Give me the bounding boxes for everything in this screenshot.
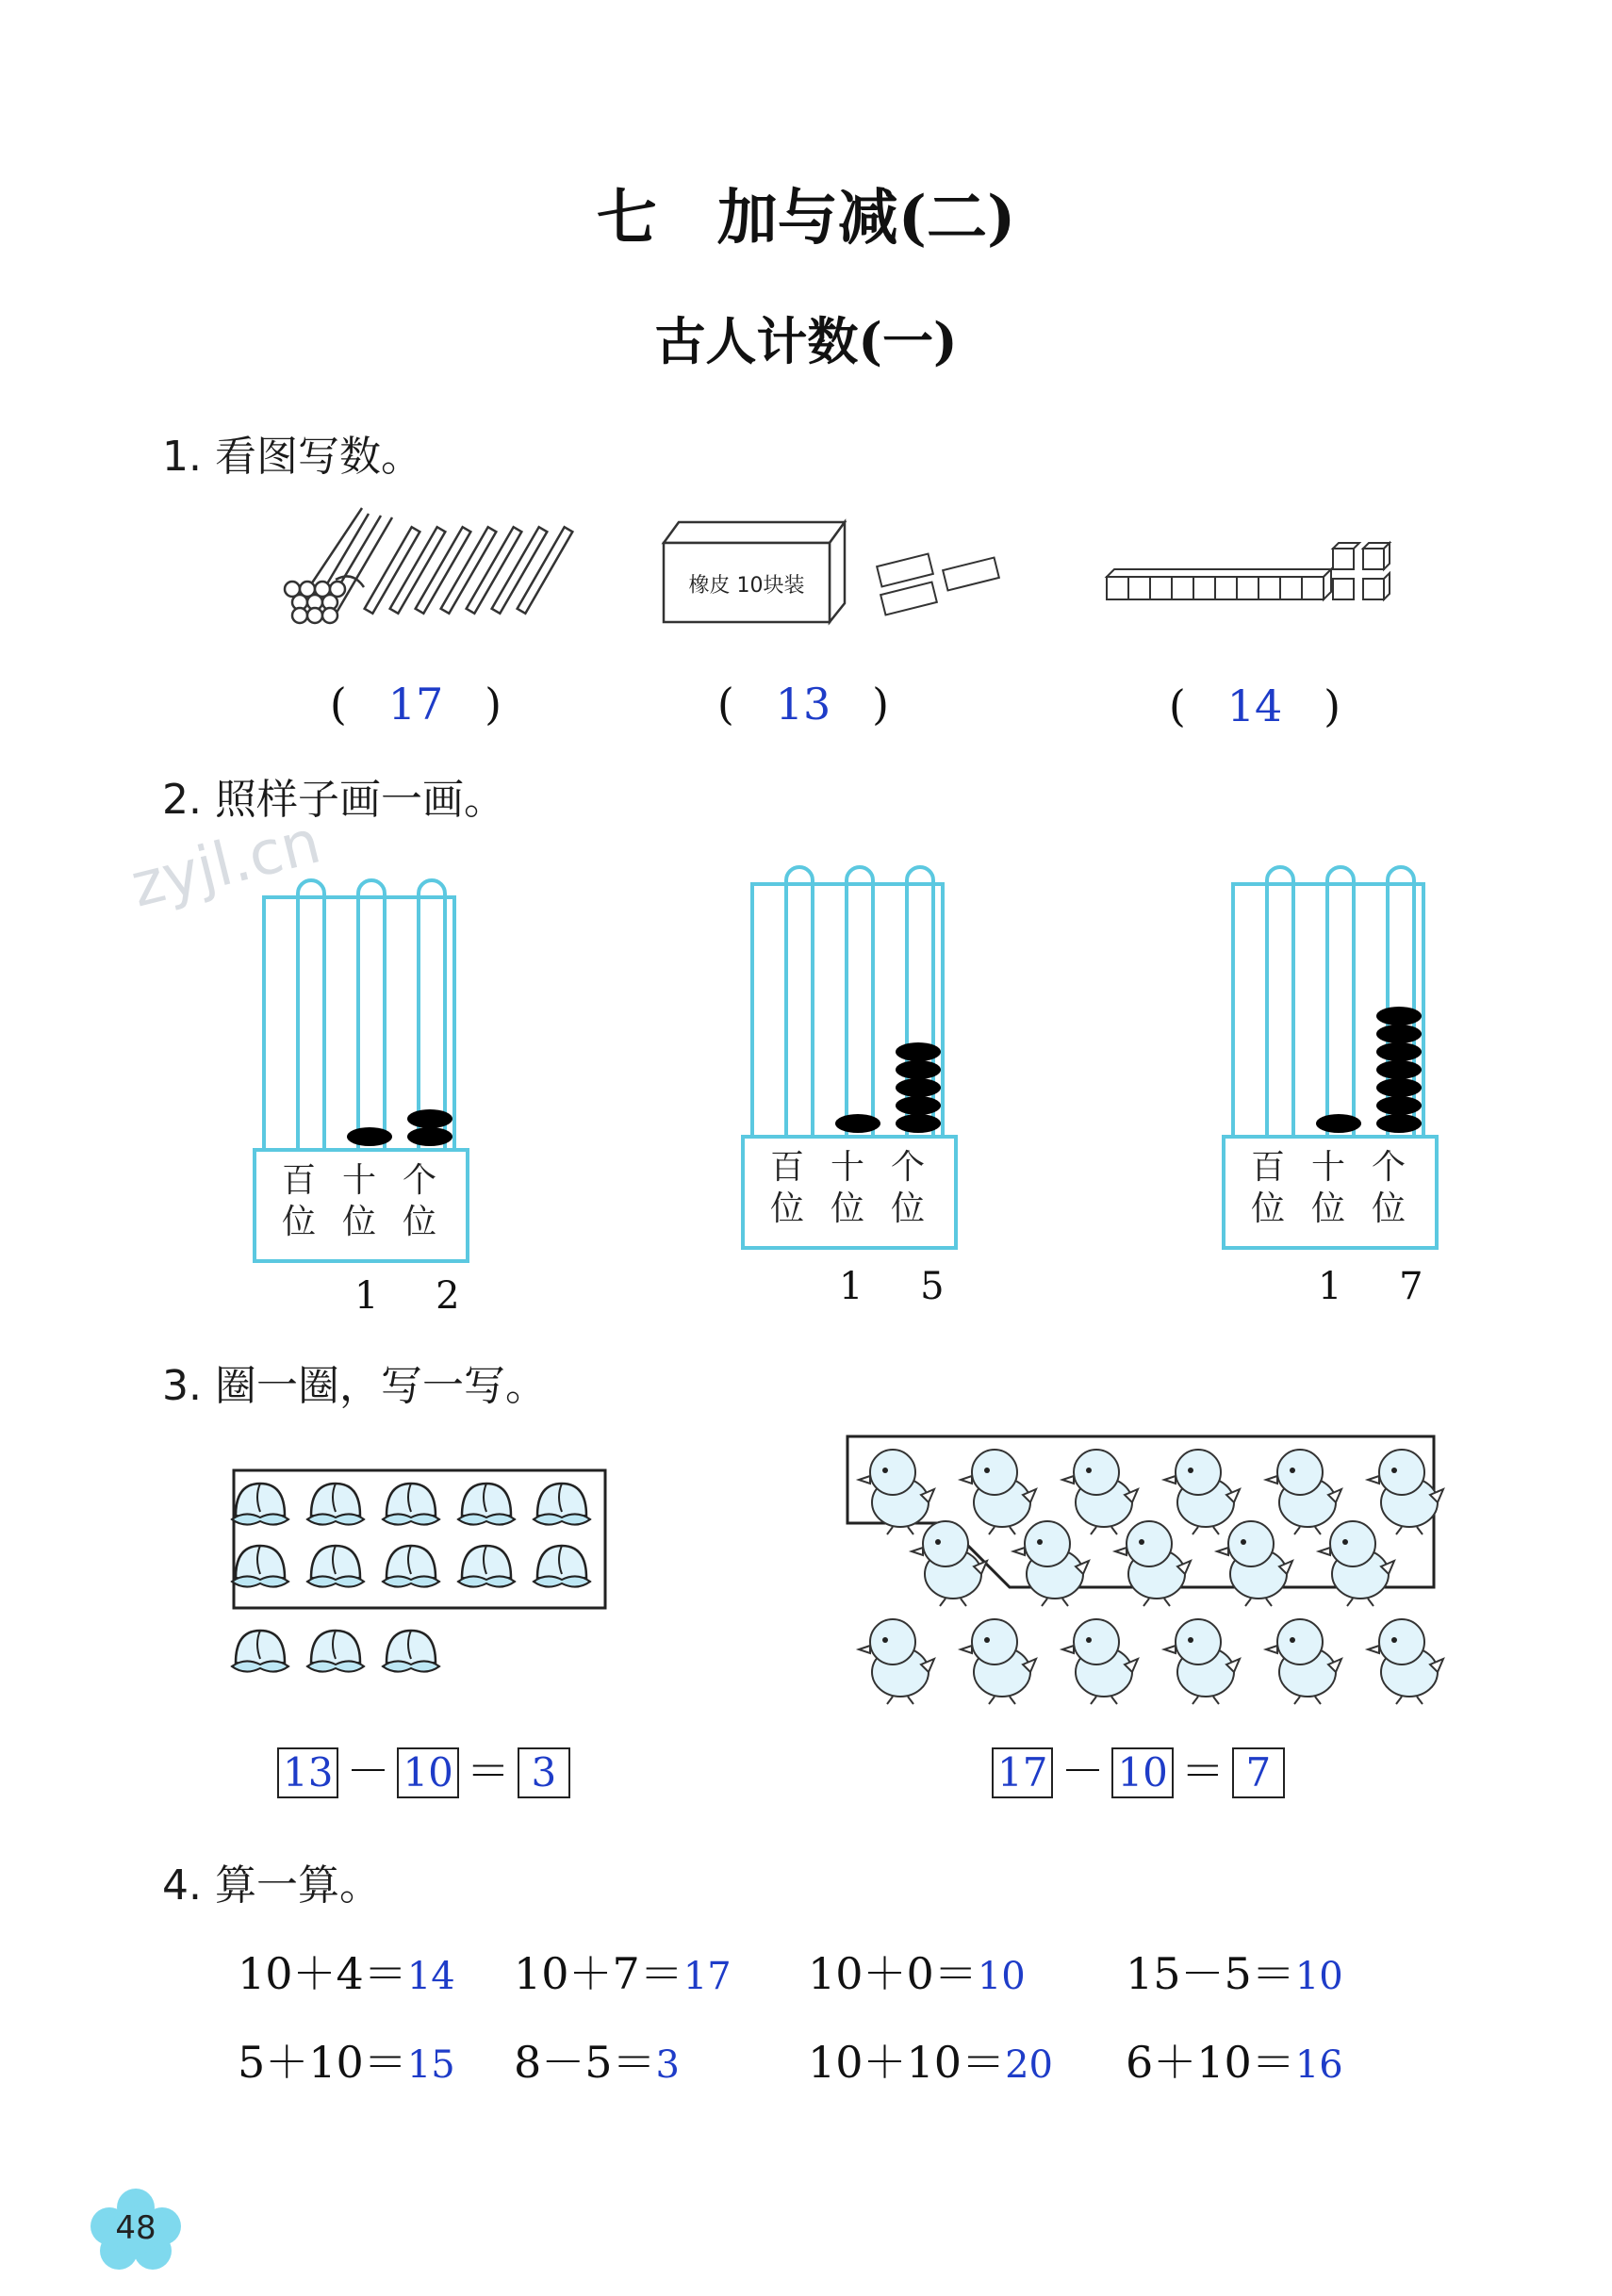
calc-4-answer: 10	[1294, 1955, 1343, 1998]
tens-bead	[835, 1114, 880, 1133]
sticks-illustration	[279, 504, 600, 631]
ones-bead	[896, 1114, 941, 1133]
q3-equation-2	[992, 1746, 1285, 1798]
place-tens-1: 十	[341, 1161, 376, 1200]
page-number	[90, 2189, 181, 2270]
place-ones-2: 位	[1371, 1189, 1406, 1228]
ones-bead	[1376, 1007, 1422, 1025]
calc-2: 10＋7＝17	[514, 1948, 732, 1999]
chick-icon	[1266, 1450, 1341, 1534]
peach-icon	[383, 1546, 439, 1587]
peach-icon	[307, 1546, 364, 1587]
lesson-title: 古人计数(一)	[654, 311, 958, 371]
peach-icon	[383, 1631, 439, 1672]
abacus-2-beads	[741, 854, 958, 1137]
calc-6-answer: 3	[655, 2043, 680, 2087]
base-ten-illustration	[1103, 535, 1414, 611]
q1-answer-2: ( 13 )	[716, 679, 890, 730]
q1-label: 1. 看图写数。	[162, 433, 422, 481]
abacus-3-digits: 1 7	[1318, 1265, 1446, 1308]
q1-answer-1-value: 17	[387, 679, 444, 730]
q3-equation-1	[277, 1746, 570, 1798]
peach-icon	[232, 1631, 288, 1672]
page-number-text: 48	[115, 2209, 156, 2247]
ones-bead	[896, 1096, 941, 1115]
chick-icon	[1013, 1521, 1089, 1606]
eq2-box-c: 7	[1232, 1747, 1285, 1798]
ones-bead	[1376, 1078, 1422, 1097]
chick-icon	[1062, 1619, 1138, 1704]
q1-answer-3: ( 14 )	[1168, 681, 1341, 731]
abacus-3-beads	[1222, 854, 1439, 1137]
ones-bead	[1376, 1114, 1422, 1133]
ones-bead	[896, 1042, 941, 1061]
ones-bead	[896, 1078, 941, 1097]
ones-bead	[1376, 1025, 1422, 1043]
chick-icon	[1164, 1619, 1240, 1704]
place-hundreds-2: 位	[281, 1203, 316, 1241]
place-ones-1: 个	[402, 1161, 436, 1200]
chick-icon	[1266, 1619, 1341, 1704]
abacus-2	[741, 854, 958, 1250]
place-tens-1: 十	[1310, 1148, 1345, 1187]
tens-bead	[347, 1127, 392, 1146]
eq1-op: －	[346, 1746, 390, 1796]
eq2-op: －	[1061, 1746, 1105, 1796]
chick-icon	[1062, 1450, 1138, 1534]
eq1-box-b: 10	[397, 1747, 458, 1798]
place-tens-2: 位	[341, 1203, 376, 1241]
place-ones-1: 个	[1371, 1148, 1406, 1187]
ones-bead	[896, 1060, 941, 1079]
ones-bead	[407, 1127, 452, 1146]
place-tens-2: 位	[830, 1189, 864, 1228]
place-tens-1: 十	[830, 1148, 864, 1187]
q1-answer-1: ( 17 )	[329, 679, 502, 730]
watermark: zyjl.cn	[124, 807, 328, 922]
abacus-1	[253, 867, 469, 1263]
place-hundreds-1: 百	[281, 1161, 316, 1200]
eq1-box-a: 13	[277, 1747, 338, 1798]
chick-icon	[1319, 1521, 1394, 1606]
peach-icon	[232, 1546, 288, 1587]
calc-6: 8－5＝3	[514, 2037, 680, 2088]
eq1-equals: ＝	[466, 1746, 510, 1796]
peach-icon	[383, 1484, 439, 1525]
peach-icon	[232, 1484, 288, 1525]
chick-icon	[1368, 1450, 1443, 1534]
peach-icon	[534, 1546, 590, 1587]
chick-icon	[912, 1521, 987, 1606]
chick-icon	[1115, 1521, 1191, 1606]
peaches-illustration	[224, 1461, 620, 1678]
calc-7: 10＋10＝20	[808, 2037, 1053, 2088]
calc-7-answer: 20	[1005, 2043, 1053, 2087]
peach-icon	[458, 1484, 515, 1525]
chapter-title: 七 加与减(二)	[596, 183, 1016, 254]
place-hundreds-1: 百	[1250, 1148, 1285, 1187]
ones-bead	[1376, 1096, 1422, 1115]
ones-bead	[407, 1109, 452, 1128]
abacus-3	[1222, 854, 1439, 1250]
place-ones-1: 个	[890, 1148, 925, 1187]
calc-1-answer: 14	[406, 1955, 455, 1998]
chick-icon	[1217, 1521, 1292, 1606]
calc-5-answer: 15	[406, 2043, 455, 2087]
place-hundreds-2: 位	[769, 1189, 804, 1228]
chick-icon	[1164, 1450, 1240, 1534]
chick-icon	[859, 1619, 934, 1704]
ones-bead	[1376, 1060, 1422, 1079]
ones-bead	[1376, 1042, 1422, 1061]
place-ones-2: 位	[890, 1189, 925, 1228]
chick-icon	[961, 1450, 1036, 1534]
calc-2-answer: 17	[683, 1955, 732, 1998]
peach-icon	[534, 1484, 590, 1525]
calc-4: 15－5＝10	[1126, 1948, 1343, 1999]
calc-1: 10＋4＝14	[238, 1948, 455, 1999]
eq1-box-c: 3	[518, 1747, 570, 1798]
eq2-box-b: 10	[1111, 1747, 1173, 1798]
q3-label: 3. 圈一圈，写一写。	[162, 1362, 547, 1410]
chick-icon	[961, 1619, 1036, 1704]
place-tens-2: 位	[1310, 1189, 1345, 1228]
peach-icon	[307, 1631, 364, 1672]
abacus-1-beads	[253, 867, 469, 1150]
eq2-box-a: 17	[992, 1747, 1053, 1798]
calc-3: 10＋0＝10	[808, 1948, 1026, 1999]
calc-8: 6＋10＝16	[1126, 2037, 1343, 2088]
peach-icon	[307, 1484, 364, 1525]
abacus-2-digits: 1 5	[839, 1265, 967, 1308]
chick-icon	[1368, 1619, 1443, 1704]
chicks-illustration	[844, 1429, 1447, 1721]
calc-8-answer: 16	[1294, 2043, 1343, 2087]
eq2-equals: ＝	[1180, 1746, 1225, 1796]
place-hundreds-1: 百	[769, 1148, 804, 1187]
q2-label: 2. 照样子画一画。	[162, 776, 505, 824]
place-hundreds-2: 位	[1250, 1189, 1285, 1228]
calc-3-answer: 10	[977, 1955, 1026, 1998]
peach-icon	[458, 1546, 515, 1587]
place-ones-2: 位	[402, 1203, 436, 1241]
q4-label: 4. 算一算。	[162, 1861, 381, 1910]
abacus-1-digits: 1 2	[354, 1274, 483, 1318]
q1-answer-3-value: 14	[1226, 681, 1283, 731]
q1-answer-2-value: 13	[775, 679, 831, 730]
calc-5: 5＋10＝15	[238, 2037, 455, 2088]
eraser-box-text: 橡皮 10块装	[688, 574, 805, 598]
tens-bead	[1316, 1114, 1361, 1133]
eraser-box-illustration	[660, 517, 1037, 634]
